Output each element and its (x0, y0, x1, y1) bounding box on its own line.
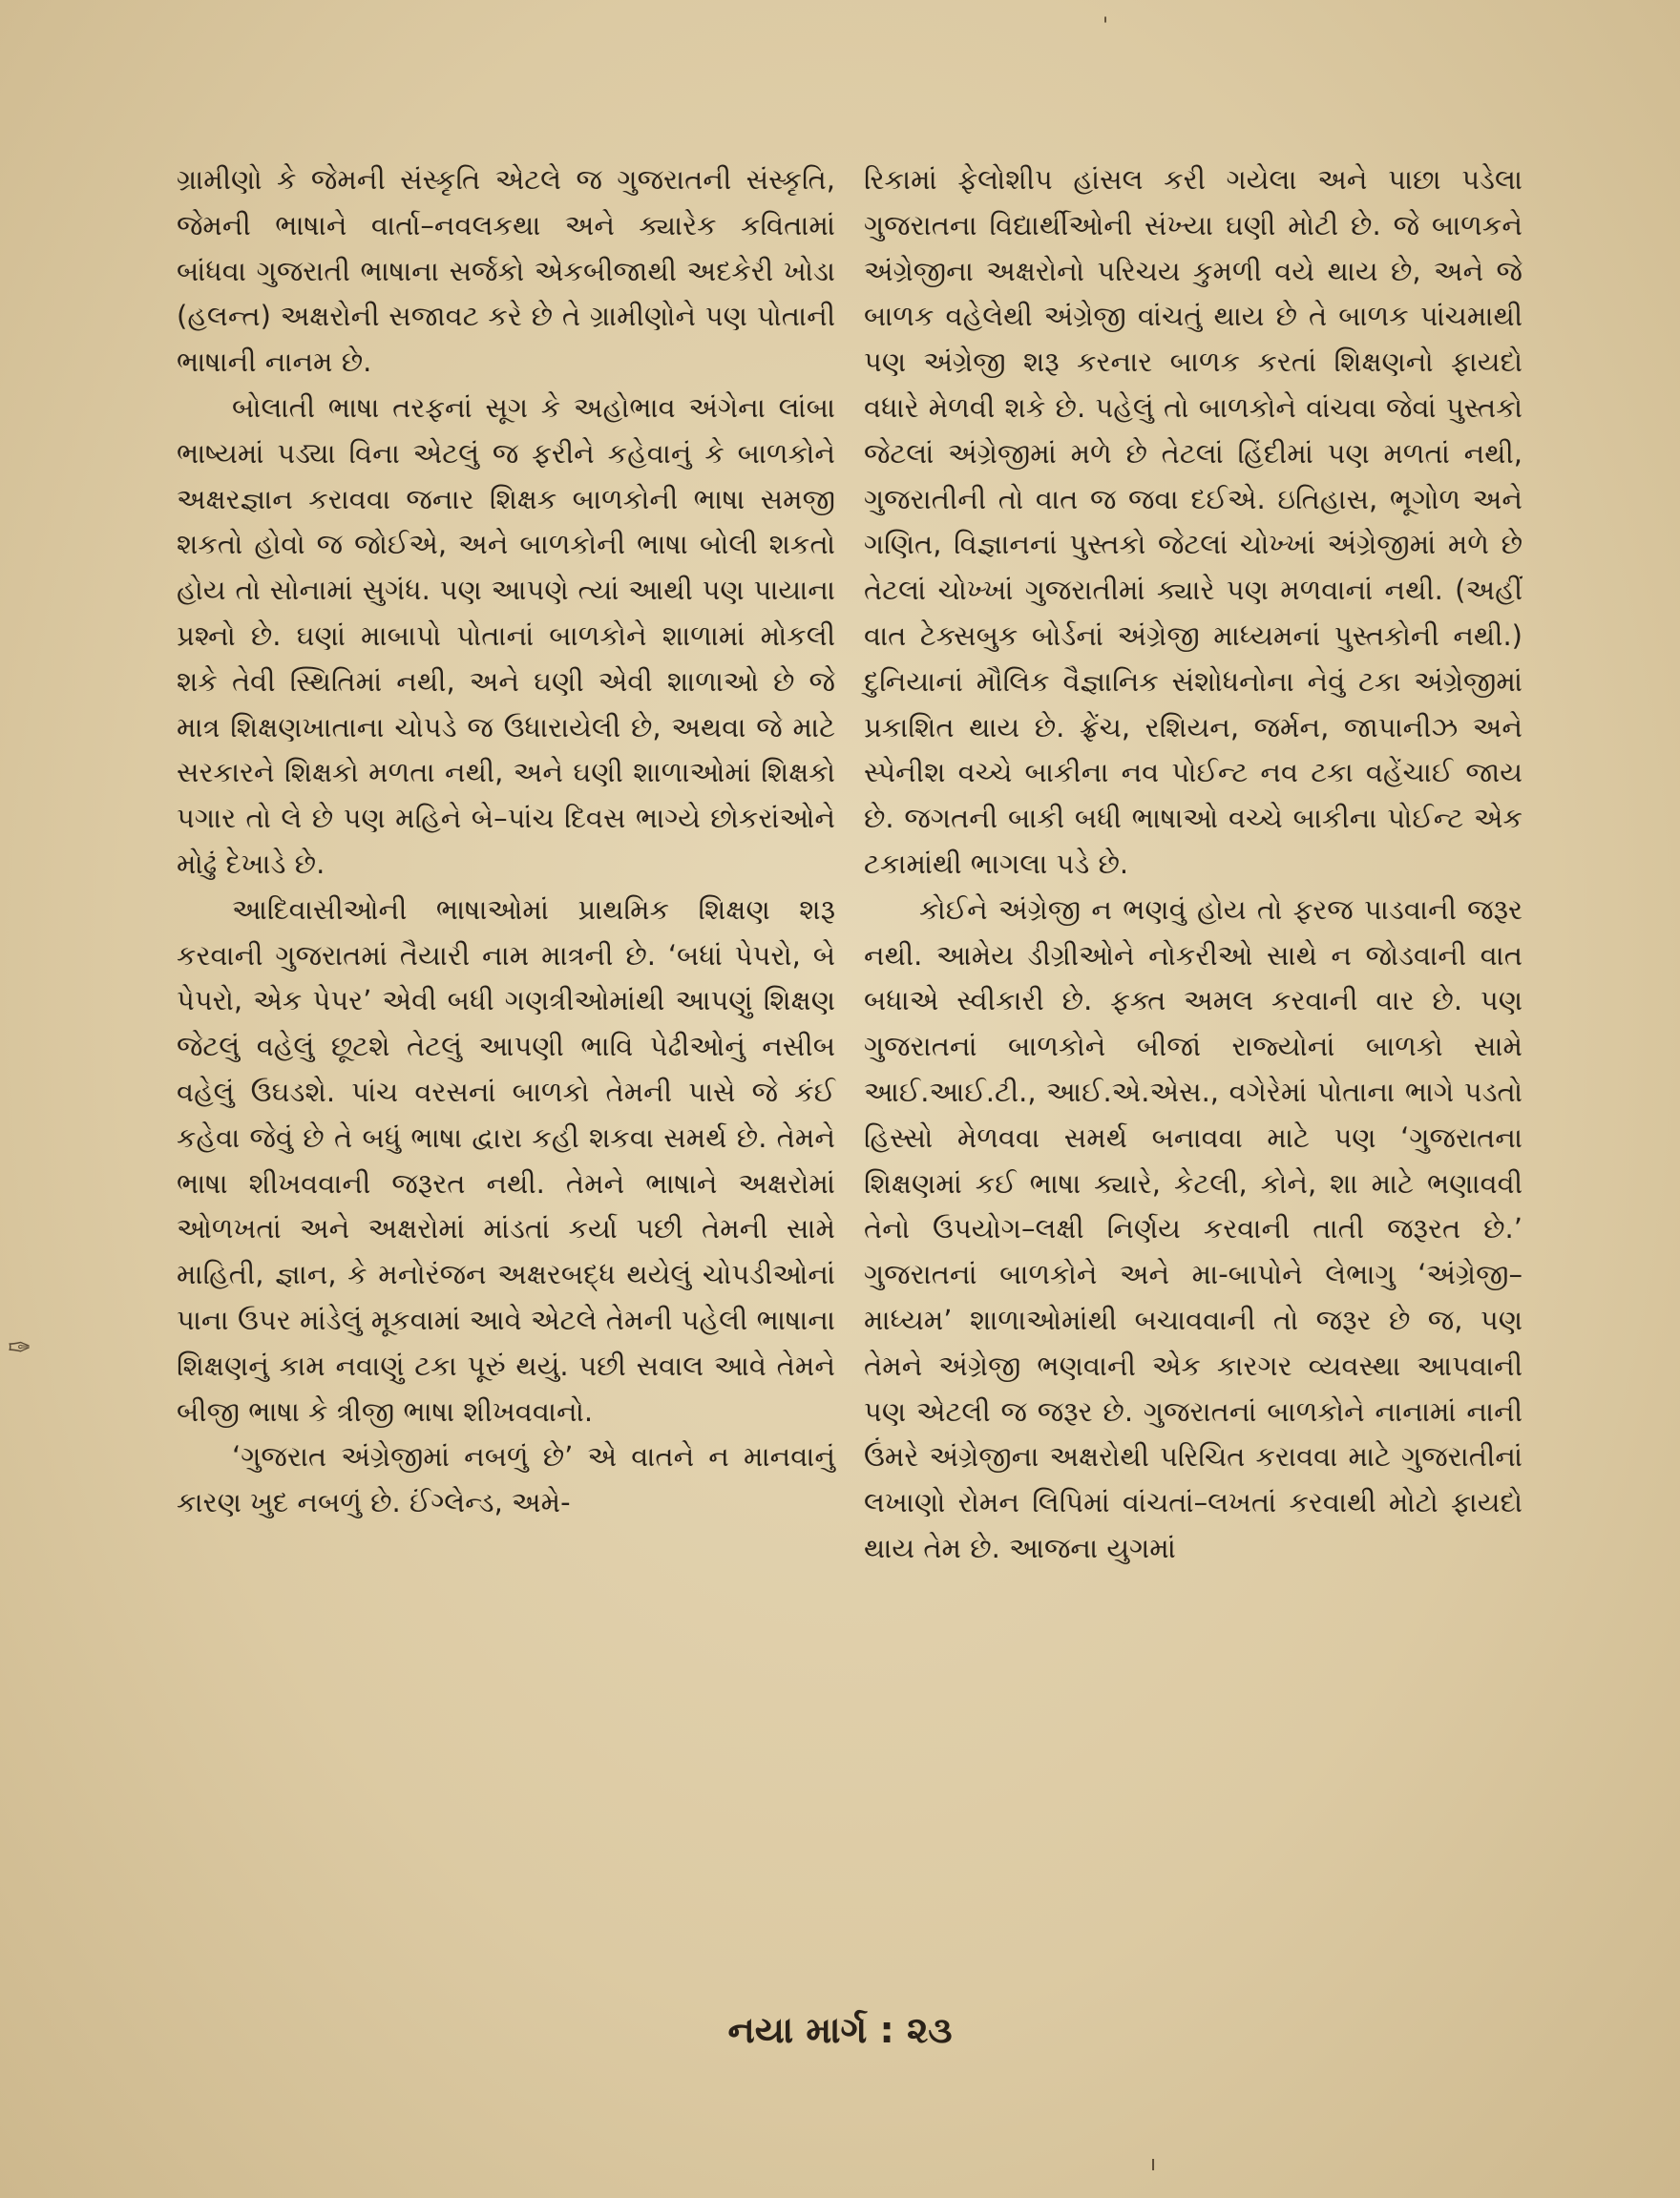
paragraph: ‘ગુજરાત અંગ્રેજીમાં નબળું છે’ એ વાતને ન માનવાનું કારણ ખુદ નબળું છે. ઈંગ્લેન્ડ, અમે- (177, 1440, 835, 1519)
left-column (177, 157, 835, 1526)
print-mark: ' (1102, 14, 1109, 38)
margin-mark: ✑ (8, 1331, 32, 1365)
print-mark: ı (1150, 2152, 1157, 2176)
right-column (864, 157, 1522, 1572)
paragraph: ગ્રામીણો કે જેમની સંસ્કૃતિ એટલે જ ગુજરાતની સંસ્કૃતિ, જેમની ભાષાને વાર્તા–નવલકથા અને ક્યારેક કવિતામાં બાંધવા ગુજરાતી ભાષાના સર્જકો એકબીજાથી અદકેરી ખોડા (હલન્ત) અક્ષરોની સજાવટ કરે છે તે ગ્રામીણોને પણ પોતાની ભાષાની નાનમ છે. (177, 163, 835, 379)
paragraph: બોલાતી ભાષા તરફનાં સૂગ કે અહોભાવ અંગેના લાંબા ભાષ્યમાં પડ્યા વિના એટલું જ ફરીને કહેવાનું કે બાળકોને અક્ષરજ્ઞાન કરાવવા જનાર શિક્ષક બાળકોની ભાષા સમજી શકતો હોવો જ જોઈએ, અને બાળકોની ભાષા બોલી શકતો હોય તો સોનામાં સુગંધ. પણ આપણે ત્યાં આથી પણ પાયાના પ્રશ્નો છે. ઘણાં માબાપો પોતાનાં બાળકોને શાળામાં મોકલી શકે તેવી સ્થિતિમાં નથી, અને ઘણી એવી શાળાઓ છે જે માત્ર શિક્ષણખાતાના ચોપડે જ ઉધારાયેલી છે, અથવા જે માટે સરકારને શિક્ષકો મળતા નથી, અને ઘણી શાળાઓમાં શિક્ષકો પગાર તો લે છે પણ મહિને બે–પાંચ દિવસ ભાગ્યે છોકરાંઓને મોઢું દેખાડે છે. (177, 390, 835, 880)
paragraph: રિકામાં ફેલોશીપ હાંસલ કરી ગયેલા અને પાછા પડેલા ગુજરાતના વિદ્યાર્થીઓની સંખ્યા ઘણી મોટી છે. જે બાળકને અંગ્રેજીના અક્ષરોનો પરિચય કુમળી વયે થાય છે, અને જે બાળક વહેલેથી અંગ્રેજી વાંચતું થાય છે તે બાળક પાંચમાથી પણ અંગ્રેજી શરૂ કરનાર બાળક કરતાં શિક્ષણનો ફાયદો વધારે મેળવી શકે છે. પહેલું તો બાળકોને વાંચવા જેવાં પુસ્તકો જેટલાં અંગ્રેજીમાં મળે છે તેટલાં હિંદીમાં પણ મળતાં નથી, ગુજરાતીની તો વાત જ જવા દઈએ. ઇતિહાસ, ભૂગોળ અને ગણિત, વિજ્ઞાનનાં પુસ્તકો જેટલાં ચોખ્ખાં અંગ્રેજીમાં મળે છે તેટલાં ચોખ્ખાં ગુજરાતીમાં ક્યારે પણ મળવાનાં નથી. (અહીં વાત ટેક્સબુક બોર્ડનાં અંગ્રેજી માધ્યમનાં પુસ્તકોની નથી.) દુનિયાનાં મૌલિક વૈજ્ઞાનિક સંશોધનોના નેવું ટકા અંગ્રેજીમાં પ્રકાશિત થાય છે. ફ્રેંચ, રશિયન, જર્મન, જાપાનીઝ અને સ્પેનીશ વચ્ચે બાકીના નવ પોઈન્ટ નવ ટકા વહેંચાઈ જાય છે. જગતની બાકી બધી ભાષાઓ વચ્ચે બાકીના પોઈન્ટ એક ટકામાંથી ભાગલા પડે છે. (864, 163, 1522, 880)
page-footer: નયા માર્ગ : ૨૩ (727, 2009, 953, 2051)
paragraph: કોઈને અંગ્રેજી ન ભણવું હોય તો ફરજ પાડવાની જરૂર નથી. આમેય ડીગ્રીઓને નોકરીઓ સાથે ન જોડવાની વાત બધાએ સ્વીકારી છે. ફક્ત અમલ કરવાની વાર છે. પણ ગુજરાતનાં બાળકોને બીજાં રાજ્યોનાં બાળકો સામે આઈ.આઈ.ટી., આઈ.એ.એસ., વગેરેમાં પોતાના ભાગે પડતો હિસ્સો મેળવવા સમર્થ બનાવવા માટે પણ ‘ગુજરાતના શિક્ષણમાં કઈ ભાષા ક્યારે, કેટલી, કોને, શા માટે ભણાવવી તેનો ઉપયોગ–લક્ષી નિર્ણય કરવાની તાતી જરૂરત છે.’ ગુજરાતનાં બાળકોને અને મા-બાપોને લેભાગુ ‘અંગ્રેજી–માધ્યમ’ શાળાઓમાંથી બચાવવાની તો જરૂર છે જ, પણ તેમને અંગ્રેજી ભણવાની એક કારગર વ્યવસ્થા આપવાની પણ એટલી જ જરૂર છે. ગુજરાતનાં બાળકોને નાનામાં નાની ઉંમરે અંગ્રેજીના અક્ષરોથી પરિચિત કરાવવા માટે ગુજરાતીનાં લખાણો રોમન લિપિમાં વાંચતાં–લખતાં કરવાથી મોટો ફાયદો થાય તેમ છે. આજના યુગમાં (864, 892, 1522, 1564)
paragraph: આદિવાસીઓની ભાષાઓમાં પ્રાથમિક શિક્ષણ શરૂ કરવાની ગુજરાતમાં તૈયારી નામ માત્રની છે. ‘બધાં પેપરો, બે પેપરો, એક પેપર’ એવી બધી ગણત્રીઓમાંથી આપણું શિક્ષણ જેટલું વહેલું છૂટશે તેટલું આપણી ભાવિ પેઢીઓનું નસીબ વહેલું ઉઘડશે. પાંચ વરસનાં બાળકો તેમની પાસે જે કંઈ કહેવા જેવું છે તે બધું ભાષા દ્વારા કહી શકવા સમર્થ છે. તેમને ભાષા શીખવવાની જરૂરત નથી. તેમને ભાષાને અક્ષરોમાં ઓળખતાં અને અક્ષરોમાં માંડતાં કર્યા પછી તેમની સામે માહિતી, જ્ઞાન, કે મનોરંજન અક્ષરબદ્ધ થયેલું ચોપડીઓનાં પાના ઉપર માંડેલું મૂકવામાં આવે એટલે તેમની પહેલી ભાષાના શિક્ષણનું કામ નવાણું ટકા પૂરું થયું. પછી સવાલ આવે તેમને બીજી ભાષા કે ત્રીજી ભાષા શીખવવાનો. (177, 892, 835, 1428)
